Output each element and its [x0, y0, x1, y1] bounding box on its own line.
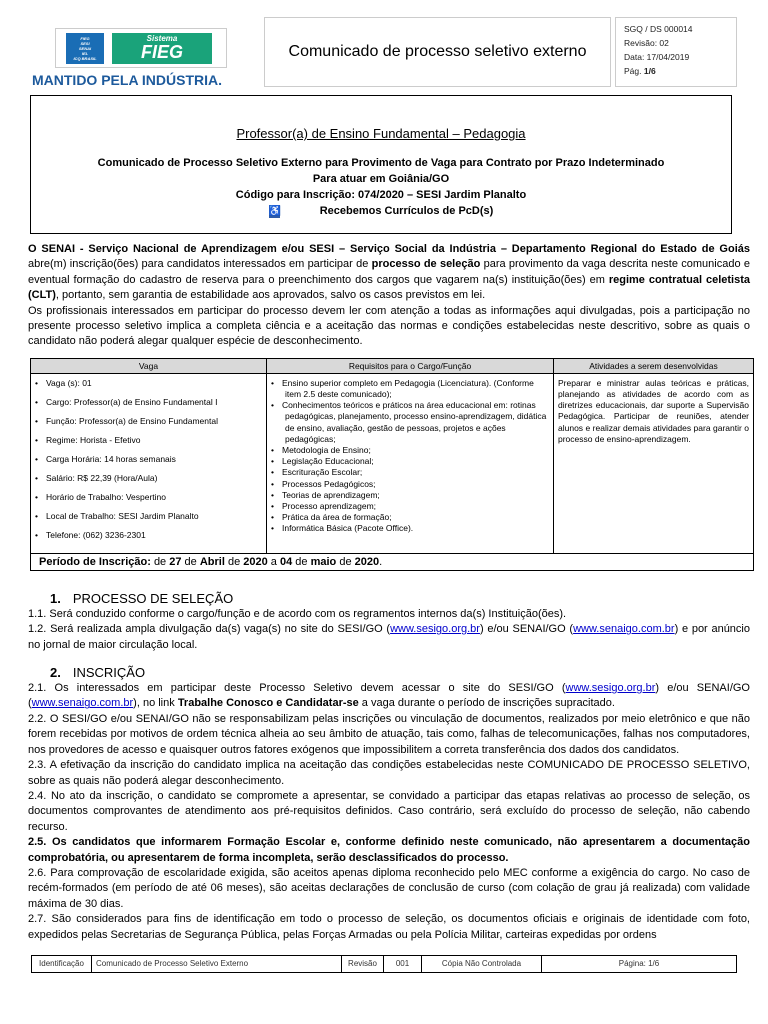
website-link[interactable]: www.sesigo.org.br — [565, 682, 656, 695]
document-info — [615, 17, 737, 87]
website-link[interactable]: www.senaigo.com.br — [573, 623, 675, 636]
logo-fieg: FIEG — [140, 42, 183, 62]
vaga-item: • Salário: R$ 22,39 (Hora/Aula) — [35, 473, 262, 483]
document-header — [0, 0, 768, 92]
requisito-item: • Conhecimentos teóricos e práticos na área educacional em: rotinas pedagógicas, planejamento, processo ensino-aprendizagem, didática de ensino, avaliação, gestão de pessoas, projetos e ações pedagógicas; — [271, 400, 549, 445]
paragraph — [28, 866, 750, 912]
vaga-item: • Cargo: Professor(a) de Ensino Fundamental I — [35, 397, 262, 407]
logo-text: IEL — [81, 51, 89, 56]
text-segment: de — [292, 555, 311, 568]
text-segment: ), no link — [133, 697, 178, 710]
page-label: Pág. — [624, 66, 642, 76]
doc-code: SGQ / DS 000014 — [624, 24, 693, 34]
text-segment: 2.7. São considerados para fins de identificação em todo o processo de seleção, os documentos oficiais e originais de identidade com foto, expedidos pelas Secretarias de Segurança Pública, pelas Forças Armadas ou pela Polícia Militar, carteiras expedidas por ordens — [28, 913, 750, 941]
page-number: 1/6 — [643, 66, 656, 76]
section-heading-1 — [50, 591, 768, 607]
text-segment: Os profissionais interessados em participar do processo devem ler com atenção a todas as informações aqui divulgadas, pois a participação no presente processo seletivo implica a completa ciência e a aceitação das normas e condições estabelecidas neste descritivo, sobre as quais o candidato não poderá alegar qualquer espécie de desconhecimento — [28, 304, 750, 348]
atividades-text: Preparar e ministrar aulas teóricas e práticas, planejando as atividades de acordo com as diretrizes educacionais, dar suporte a Supervisão Pedagógica. Participar de reuniões, atender alunos e realizar demais atividades para garantir o processo de ensino-aprendizagem. — [558, 377, 749, 444]
position-title: Professor(a) de Ensino Fundamental – Pedagogia — [236, 126, 526, 141]
period-cell — [31, 553, 754, 570]
website-link[interactable]: www.sesigo.org.br — [390, 623, 480, 636]
paragraph — [28, 681, 750, 712]
text-segment: regime contratual celetista (CLT) — [28, 273, 750, 302]
text-segment: 2.4. No ato da inscrição, o candidato se compromete a apresentar, se convidado a participar das etapas relativas ao processo de seleção, os documentos comprovantes de atendimento aos pré-requisitos definidos. Caso contrário, será excluído do processo de seleção, não cabendo recurso. — [28, 789, 750, 833]
text-segment: de — [153, 555, 170, 568]
requisito-item: • Metodologia de Ensino; — [271, 445, 549, 456]
footer-copy: Cópia Não Controlada — [422, 956, 542, 972]
paragraph — [28, 242, 750, 304]
paragraph — [28, 712, 750, 758]
footer-rev: 001 — [384, 956, 422, 972]
doc-page — [624, 64, 736, 78]
vacancy-table — [30, 358, 754, 571]
requisitos-cell — [267, 373, 554, 553]
requisito-item: • Legislação Educacional; — [271, 456, 549, 467]
requisito-item: • Processos Pedagógicos; — [271, 479, 549, 490]
text-segment: Trabalhe Conosco e Candidatar-se — [177, 697, 359, 710]
notice-pcd-row — [31, 203, 731, 219]
text-segment: 2.1. Os interessados em participar deste Processo Seletivo devem acessar o site do SESI/GO ( — [28, 682, 566, 695]
period-label: Período de Inscrição: — [39, 555, 151, 568]
text-segment: maio — [310, 555, 337, 568]
vaga-item: • Local de Trabalho: SESI Jardim Planalto — [35, 511, 262, 521]
requisito-item: • Teorias de aprendizagem; — [271, 490, 549, 501]
requisito-item: • Ensino superior completo em Pedagogia (Licenciatura). (Conforme item 2.5 deste comunicado); — [271, 378, 549, 400]
doc-revision: Revisão: 02 — [624, 38, 669, 48]
footer-rev-label: Revisão — [342, 956, 384, 972]
text-segment: ) e/ou SENAI/GO ( — [28, 682, 750, 710]
text-segment: 2.6. Para comprovação de escolaridade exigida, são aceitos apenas diploma reconhecido pelo MEC conforme a exigência do cargo. No caso de recém-formados (em período de até 06 meses), são aceitas declarações de conclusão de curso (com colação de grau já realizada) com validade máxima de 30 dias. — [28, 866, 750, 910]
paragraph — [28, 912, 750, 943]
website-link[interactable]: www.senaigo.com.br — [31, 697, 134, 710]
text-segment: 1.1. Será conduzido conforme o cargo/função e de acordo com os regramentos internos da(s) Instituição(ões). — [28, 607, 567, 620]
wheelchair-icon: ♿ — [268, 205, 282, 217]
text-segment: a vaga durante o período de inscrições supracitado. — [358, 697, 615, 710]
text-segment: a — [267, 555, 280, 568]
text-segment: 27 — [169, 555, 182, 568]
notice-box — [30, 95, 732, 234]
text-segment: de — [181, 555, 200, 568]
requisito-item: • Processo aprendizagem; — [271, 501, 549, 512]
header-requisitos: Requisitos para o Cargo/Função — [267, 358, 554, 373]
text-segment: Abril — [199, 555, 225, 568]
doc-date: Data: 17/04/2019 — [624, 52, 690, 62]
requisito-item: • Escrituração Escolar; — [271, 467, 549, 478]
header-atividades: Atividades a serem desenvolvidas — [554, 358, 754, 373]
logo-text: FIEG — [80, 36, 90, 41]
section-number: 2. — [50, 665, 61, 681]
paragraph — [28, 789, 750, 835]
text-segment: , portanto, sem garantia de estabilidade aos aprovados, salvo os casos previstos em lei. — [55, 289, 486, 302]
fieg-logo — [112, 33, 212, 64]
section-2-text — [28, 681, 750, 943]
text-segment: . — [359, 335, 363, 348]
section-title: INSCRIÇÃO — [72, 665, 146, 681]
vaga-item: • Regime: Horista - Efetivo — [35, 435, 262, 445]
logo-text: ICQ BRASIL — [73, 56, 97, 61]
sistema-fieg-logo — [55, 28, 227, 68]
text-segment: 2.2. O SESI/GO e/ou SENAI/GO não se responsabilizam pelas inscrições ou vinculação de documentos, realizados por meio eletrônico e que não forem recebidas por motivos de ordem técnica alheia ao seu âmbito de atuação, tais como, falhas de telecomunicações, falhas nos computadores, nos provedores de acesso e quaisquer outros fatores exógenos que impossibilitem a correta transferência dos dados dos candidatos. — [28, 712, 750, 756]
paragraph — [28, 758, 750, 789]
logo-sistema: Sistema — [146, 34, 178, 43]
text-segment: 1.2. Será realizada ampla divulgação da(s) vaga(s) no site do SESI/GO ( — [28, 623, 391, 636]
text-segment: O SENAI - Serviço Nacional de Aprendizagem e/ou SESI – Serviço Social da Indústria – Departamento Regional do Estado de Goiás — [28, 243, 750, 255]
text-segment: de — [336, 555, 355, 568]
notice-pcd: Recebemos Currículos de PcD(s) — [319, 205, 494, 217]
tagline: MANTIDO PELA INDÚSTRIA. — [32, 72, 223, 88]
notice-location: Para atuar em Goiânia/GO — [312, 173, 450, 185]
logo-text: SESI — [80, 41, 90, 46]
vaga-item: • Carga Horária: 14 horas semanais — [35, 454, 262, 464]
text-segment: 04 — [279, 555, 293, 568]
vaga-item: • Telefone: (062) 3236-2301 — [35, 530, 262, 540]
vaga-cell — [31, 373, 267, 553]
section-heading-2 — [50, 665, 768, 681]
paragraph — [28, 622, 750, 653]
atividades-cell — [554, 373, 754, 553]
logo-text: SENAI — [78, 46, 92, 51]
text-segment: ) e por anúncio no jornal de maior circulação local. — [28, 623, 750, 651]
text-segment: 2.5. Os candidatos que informarem Formação Escolar e, conforme definido neste comunicado, não apresentarem a documentação comprobatória, ou apresentarem de forma incompleta, serão desclassificados do processo. — [28, 836, 750, 864]
text-segment: para provimento da vaga descrita neste comunicado e eventual formação do cadastro de reserva para o preenchimento dos cargos que vagarem na(s) instituição(ões) em — [28, 258, 750, 286]
period-value — [154, 556, 382, 568]
paragraph — [28, 304, 750, 350]
intro-text — [28, 242, 750, 350]
header-vaga: Vaga — [31, 358, 267, 373]
text-segment: . — [379, 555, 383, 568]
footer-id-label: Identificação — [32, 956, 92, 972]
section-1-text — [28, 607, 750, 653]
notice-subtitle: Comunicado de Processo Seletivo Externo para Provimento de Vaga para Contrato por Prazo Indeterminado — [97, 157, 665, 169]
document-footer — [31, 955, 737, 973]
text-segment: 2020 — [354, 555, 380, 568]
footer-page: Página: 1/6 — [618, 959, 660, 969]
text-segment: processo de seleção — [371, 258, 481, 271]
notice-code: Código para Inscrição: 074/2020 – SESI Jardim Planalto — [235, 189, 527, 201]
text-segment: 2.3. A efetivação da inscrição do candidato implica na aceitação das condições estabelecidas neste COMUNICADO DE PROCESSO SELETIVO, sobre as quais não poderá alegar desconhecimento. — [28, 759, 750, 787]
footer-doc: Comunicado de Processo Seletivo Externo — [92, 956, 342, 972]
vaga-item: • Vaga (s): 01 — [35, 378, 262, 388]
vaga-item: • Função: Professor(a) de Ensino Fundamental — [35, 416, 262, 426]
requisito-item: • Informática Básica (Pacote Office). — [271, 523, 549, 534]
text-segment: 2020 — [243, 555, 268, 568]
requisito-item: • Prática da área de formação; — [271, 512, 549, 523]
text-segment: ) e/ou SENAI/GO ( — [479, 623, 574, 636]
paragraph — [28, 835, 750, 866]
section-title: PROCESSO DE SELEÇÃO — [72, 590, 234, 606]
document-title: Comunicado de processo seletivo externo — [264, 17, 611, 87]
vaga-item: • Horário de Trabalho: Vespertino — [35, 492, 262, 502]
section-number: 1. — [50, 590, 61, 606]
fieg-entities-logo — [66, 33, 104, 64]
text-segment: abre(m) inscrição(ões) para candidatos interessados em participar de — [28, 258, 372, 271]
paragraph — [28, 607, 750, 622]
text-segment: de — [224, 555, 244, 568]
